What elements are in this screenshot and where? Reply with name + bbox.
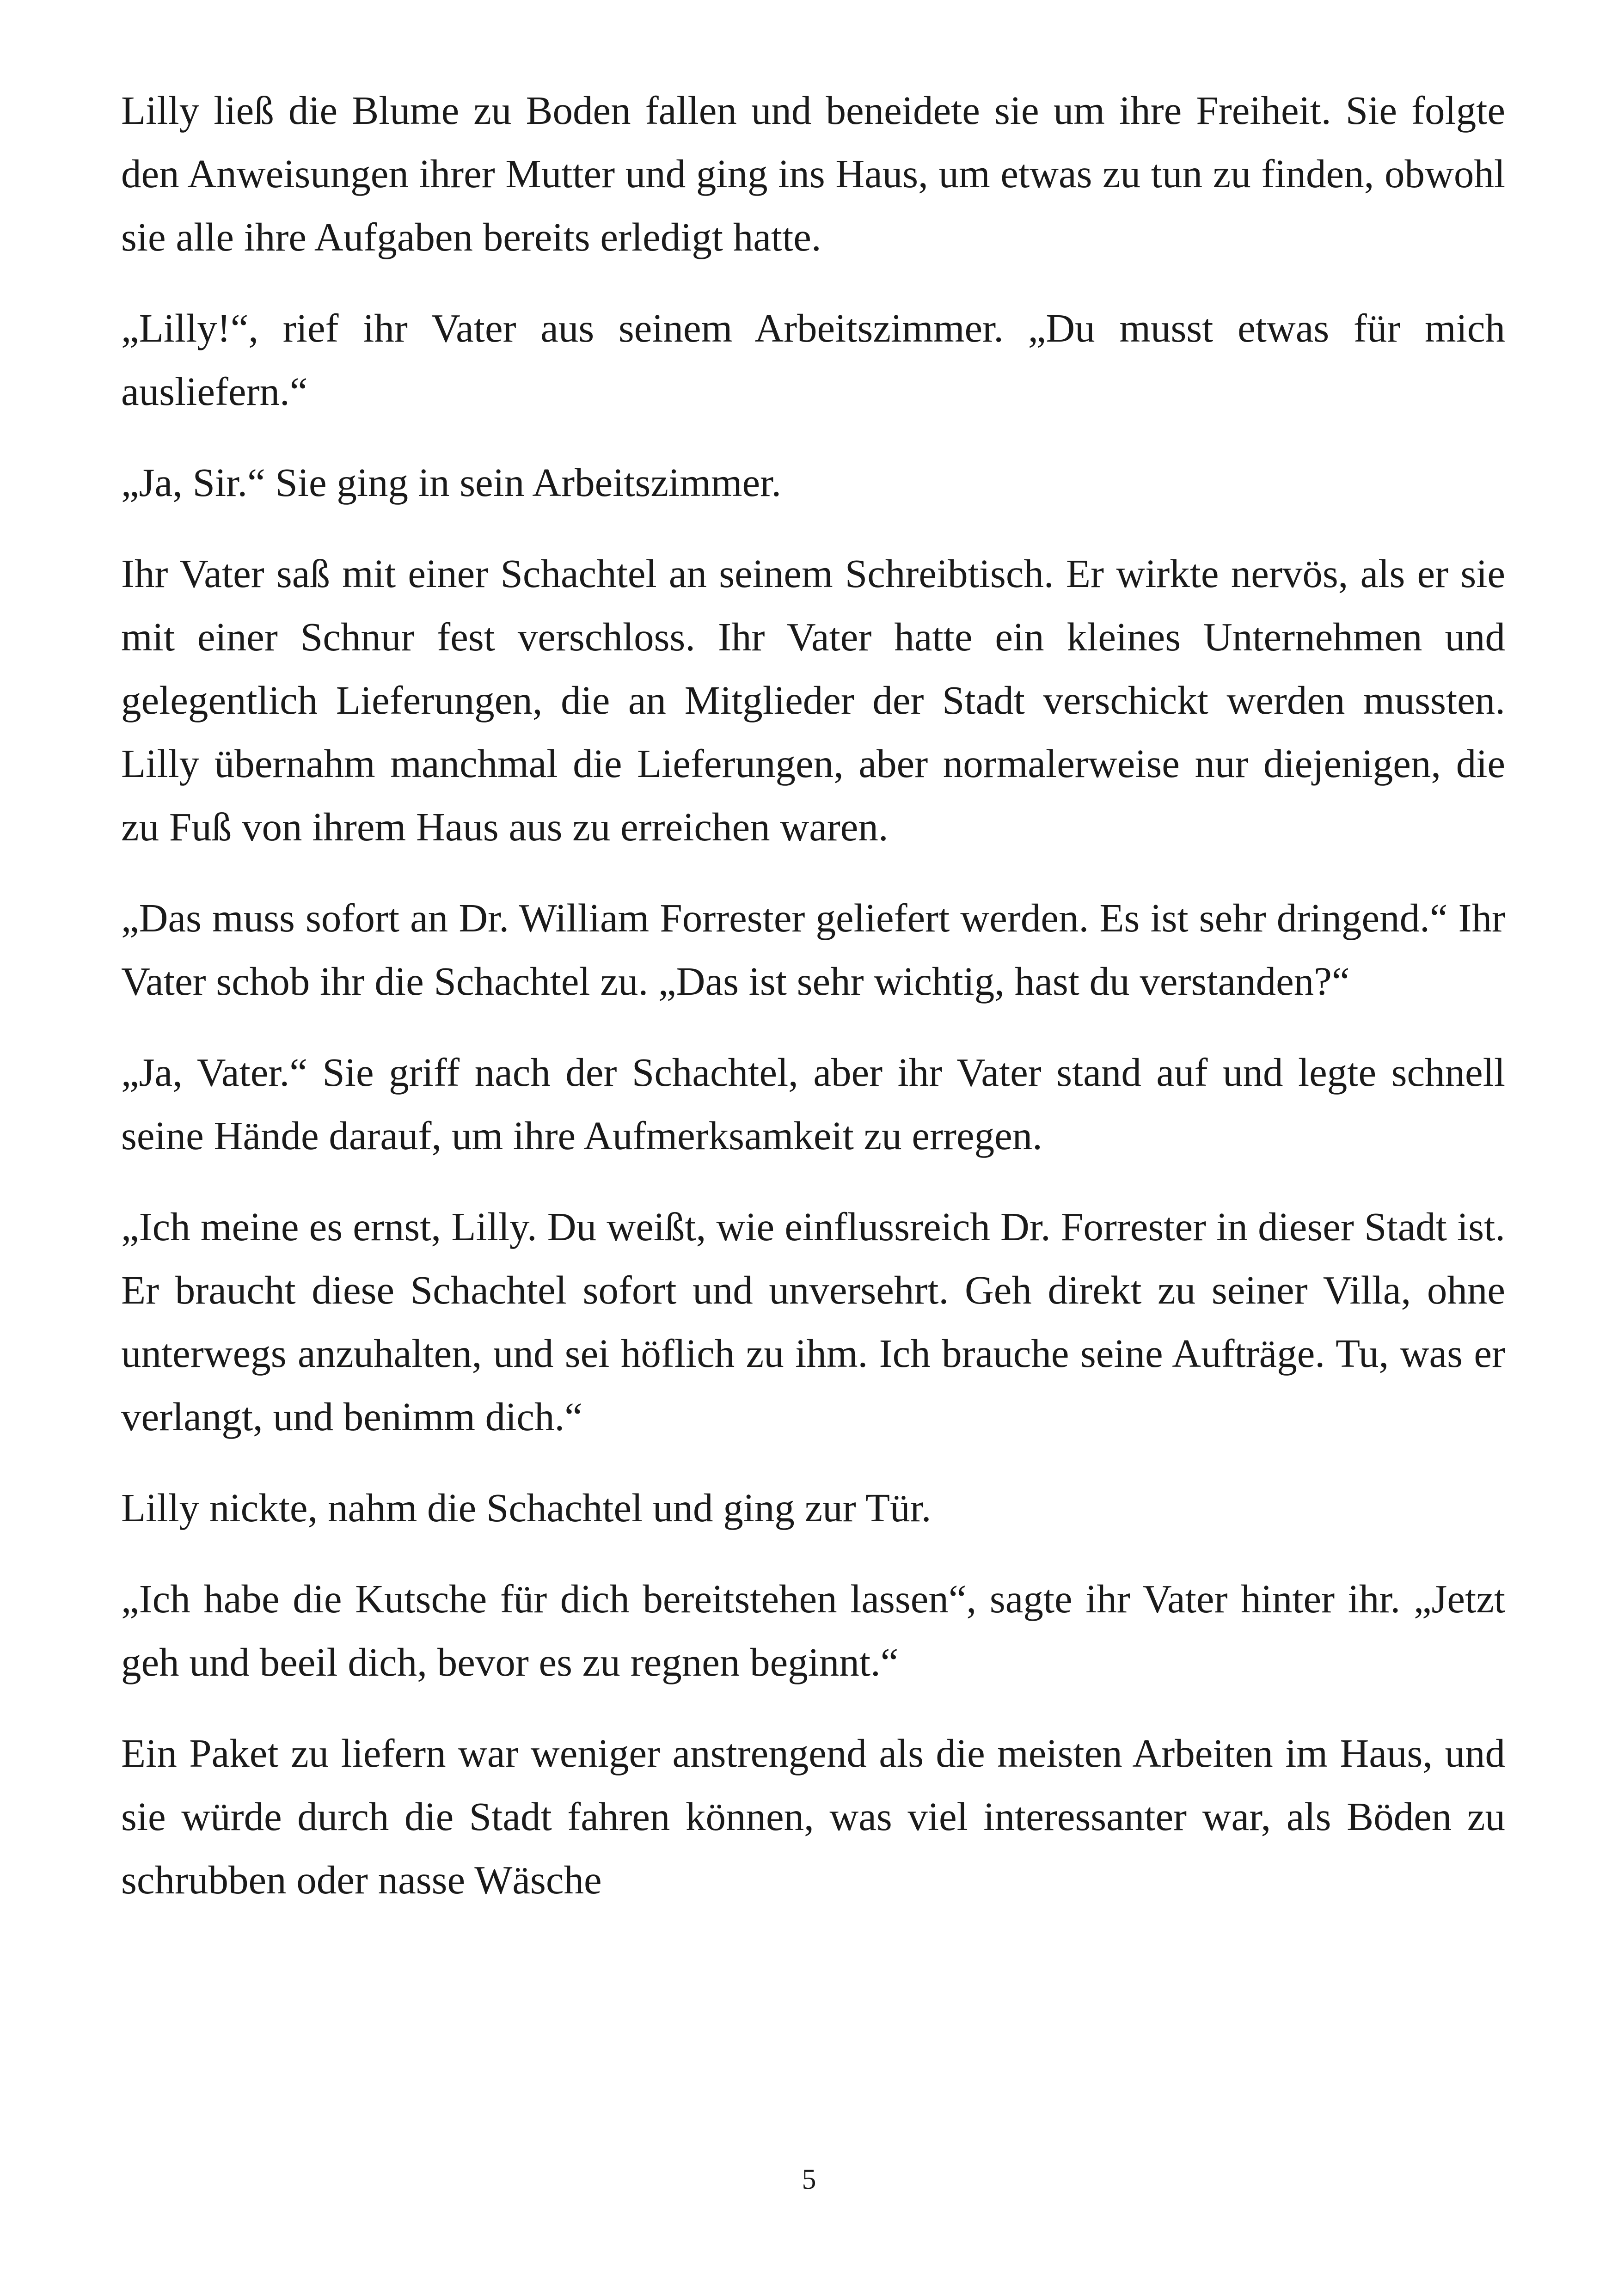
paragraph: Lilly nickte, nahm die Schachtel und ging zur Tür. (121, 1485, 932, 1530)
paragraph: Ihr Vater saß mit einer Schachtel an seinem Schreibtisch. Er wirkte nervös, als er sie mit einer Schnur fest verschloss. Ihr Vater hatte ein kleines Unternehmen und gelegentlich Lieferungen, die an Mitglieder der Stadt verschickt werden mussten. Lilly übernahm manchmal die Lieferungen, aber normalerweise nur diejenigen, die zu Fuß von ihrem Haus aus zu erreichen waren. (121, 551, 1505, 849)
paragraph: Lilly ließ die Blume zu Boden fallen und beneidete sie um ihre Freiheit. Sie folgte den Anweisungen ihrer Mutter und ging ins Haus, um etwas zu tun zu finden, obwohl sie alle ihre Aufgaben bereits erledigt hatte. (121, 88, 1505, 259)
page-number: 5 (802, 2164, 816, 2195)
paragraph: „Das muss sofort an Dr. William Forrester geliefert werden. Es ist sehr dringend.“ Ihr Vater schob ihr die Schachtel zu. „Das ist sehr wichtig, hast du verstanden?“ (121, 895, 1505, 1004)
paragraph: „Lilly!“, rief ihr Vater aus seinem Arbeitszimmer. „Du musst etwas für mich ausliefern.“ (121, 306, 1505, 414)
paragraph: „Ich habe die Kutsche für dich bereitstehen lassen“, sagte ihr Vater hinter ihr. „Jetzt geh und beeil dich, bevor es zu regnen beginnt.“ (121, 1576, 1505, 1684)
paragraph: „Ich meine es ernst, Lilly. Du weißt, wie einflussreich Dr. Forrester in dieser Stadt ist. Er braucht diese Schachtel sofort und unversehrt. Geh direkt zu seiner Villa, ohne unterwegs anzuhalten, und sei höflich zu ihm. Ich brauche seine Aufträge. Tu, was er verlangt, und benimm dich.“ (121, 1204, 1505, 1439)
paragraph: „Ja, Vater.“ Sie griff nach der Schachtel, aber ihr Vater stand auf und legte schnell seine Hände darauf, um ihre Aufmerksamkeit zu erregen. (121, 1050, 1505, 1158)
body-text (121, 79, 1505, 1911)
paragraph: „Ja, Sir.“ Sie ging in sein Arbeitszimmer. (121, 460, 782, 505)
paragraph: Ein Paket zu liefern war weniger anstrengend als die meisten Arbeiten im Haus, und sie würde durch die Stadt fahren können, was viel interessanter war, als Böden zu schrubben oder nasse Wäsche (121, 1731, 1505, 1902)
